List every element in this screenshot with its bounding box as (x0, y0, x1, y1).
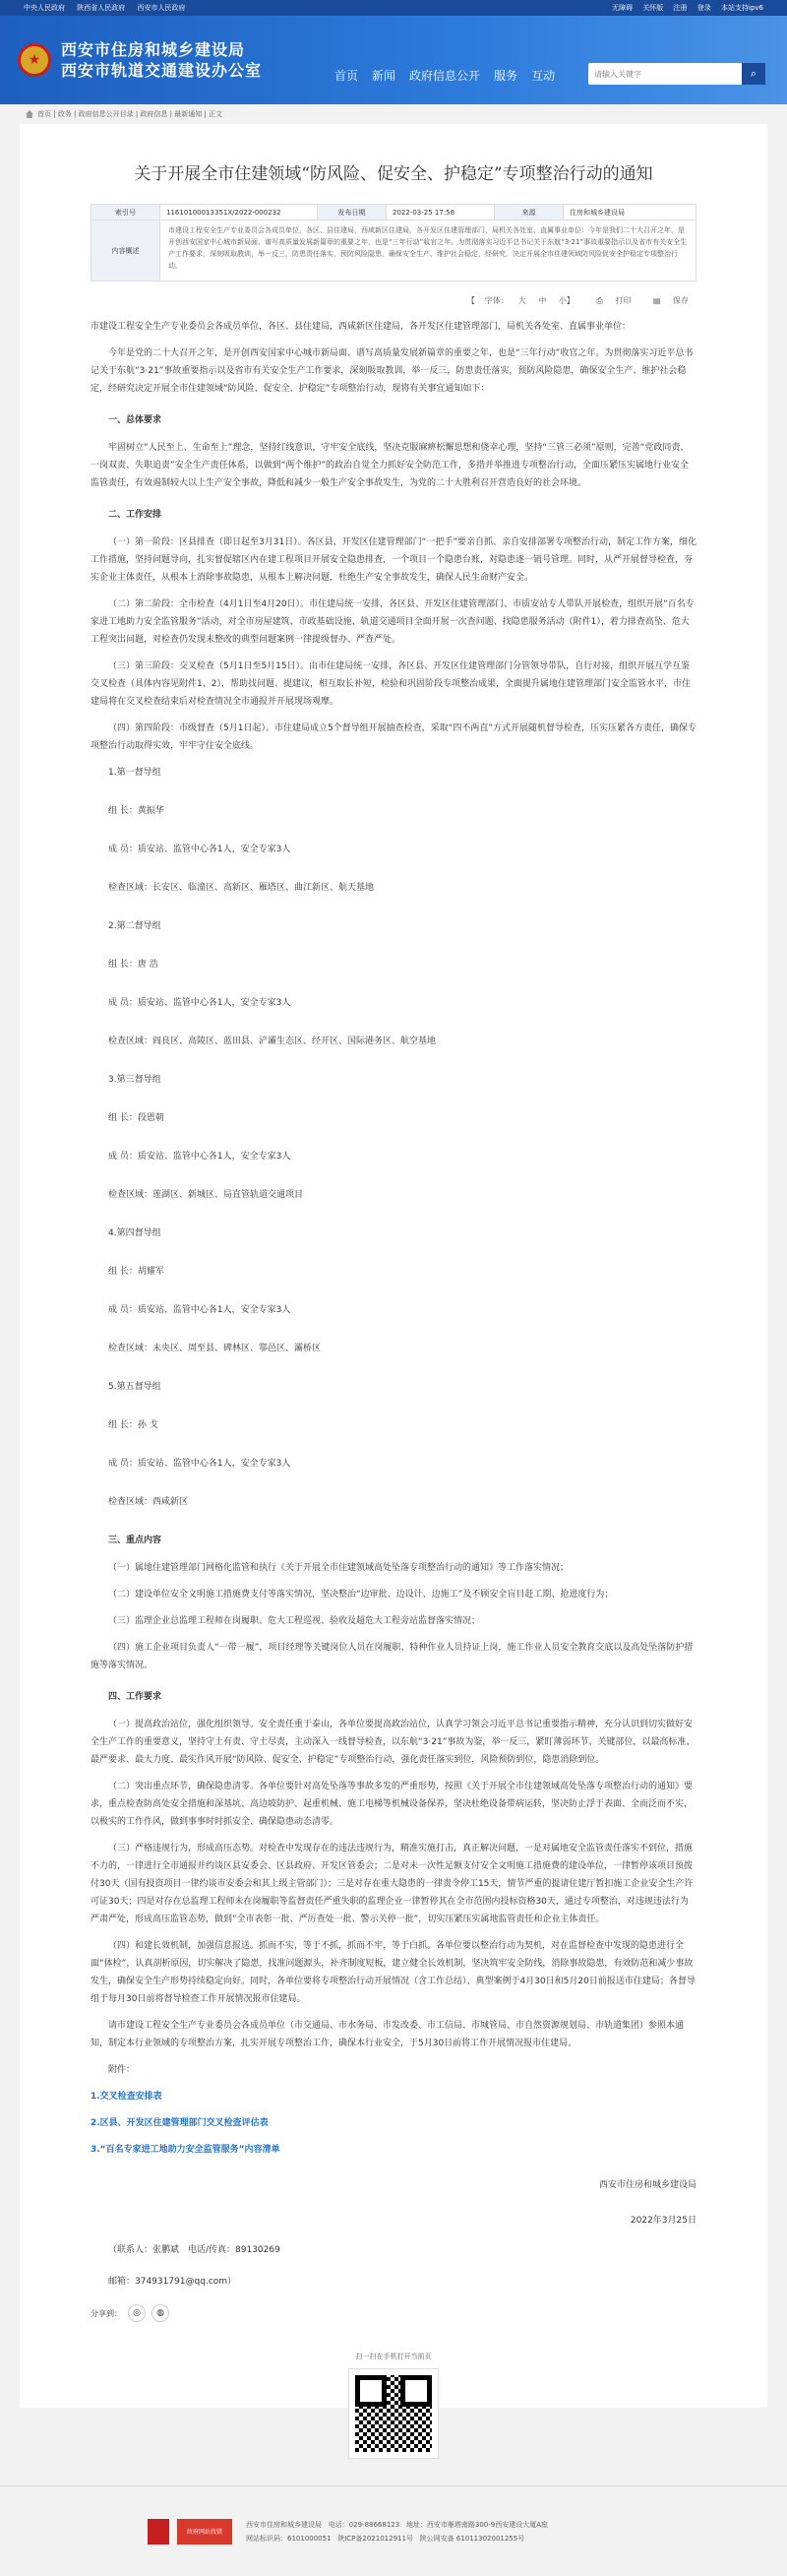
site-header (0, 16, 787, 104)
site-title-line2: 西安市轨道交通建设办公室 (61, 61, 263, 80)
phase-3: （三）第三阶段：交叉检查（5月1日至5月15日）。由市住建局统一安排，各区县、开发区住建管理部门分管领导带队，自行对接，组织开展互学互鉴交叉检查（具体内容见附件1、2），帮助找问题、提建议，相互取长补短，检验和巩固阶段专项整治成果，全面提升属地住建管理部门安全监管水平，市住建局将在交叉检查结束后对检查情况全市通报并开展现场观摩。 (91, 661, 691, 707)
wechat-share-icon[interactable]: ◍ (151, 2304, 169, 2322)
care-mode-link[interactable]: 关怀版 (642, 4, 664, 12)
section-1-text: 牢固树立“人民至上、生命至上”理念，坚持红线意识，守牢安全底线，坚决克服麻痹松懈思想和侥幸心理，坚持“三管三必须”原则，完善“党政同责、一岗双责、失职追责”安全生产责任体系，以做到“两个维护”的政治自觉全力抓好安全防范工作，多措并举推进专项整治行动，全面压紧压实属地行业安全监管责任，有效遏制较大以上生产安全事故，降低和减少一般生产安全事故发生，为党的二十大胜利召开营造良好的社会环境。 (91, 443, 690, 488)
top-bar (0, 0, 787, 16)
site-title[interactable] (61, 39, 262, 81)
contact-email: 邮箱：374931791@qq.com） (108, 2277, 237, 2287)
print-button[interactable]: ⎙ 打印 (596, 296, 632, 305)
share-bar (91, 2304, 696, 2322)
pubdate-value: 2022-03-25 17:58 (387, 205, 495, 220)
nav-interact[interactable]: 互动 (531, 69, 556, 83)
index-label: 索引号 (91, 205, 160, 220)
nav-service[interactable]: 服务 (494, 69, 518, 83)
font-small[interactable]: 小 (558, 296, 567, 305)
nav-news[interactable]: 新闻 (372, 69, 396, 83)
group-3-areas: 检查区域：莲湖区、新城区、局直管轨道交通项目 (108, 1190, 304, 1200)
group-5-leader: 组 长：孙 戈 (108, 1420, 158, 1430)
sign-date: 2022年3月25日 (630, 2216, 696, 2226)
search-box (588, 63, 765, 85)
attachment-link-2[interactable]: 2.区县、开发区住建管理部门交叉检查评估表 (91, 2118, 269, 2128)
footer-phone: 电话：029-88668123 (328, 2520, 400, 2529)
group-5-name: 5.第五督导组 (108, 1382, 161, 1392)
group-2-members: 成 员：质安站、监管中心各1人，安全专家3人 (108, 998, 291, 1008)
signer: 西安市住房和城乡建设局 (598, 2180, 696, 2190)
section-3-title: 三、重点内容 (108, 1536, 162, 1545)
qr-section (20, 2352, 767, 2458)
group-1-areas: 检查区域：长安区、临潼区、高新区、雁塔区、曲江新区、航天基地 (108, 883, 375, 893)
summary-text: 市建设工程安全生产专业委员会各成员单位，各区、县住建局，西咸新区住建局，各开发区住建管理部门，局机关各处室、直属事业单位：今年是我们二十大召开之年，是开创西安国家中心城市新局面、谱写高质量发展新篇章的重要之年，也是“三年行动”收官之年。为贯彻落实习近平总书记关于东航“3·21”事故重要指示以及省市有关安全生产工作要求，深刻吸取教训，举一反三，防患责任落实，预防风险隐患，确保安全生产、维护社会稳定，经研究，决定开展全市住建领域防风险促安全护稳定专项整治行动。 (160, 220, 696, 282)
qr-label: 扫一扫在手机打开当前页 (355, 2353, 432, 2360)
phase-1: （一）第一阶段：区县排查（即日起至3月31日）。各区县、开发区住建管理部门“一把手”要亲自抓、亲自安排部署专项整治行动，制定工作方案，细化工作措施，坚持问题导向，扎实督促辖区内在建工程项目开展安全隐患排查，一个项目一个隐患台账，对隐患逐一销号管理。同时，从严开展督导检查，夯实企业主体责任，从根本上消除事故隐患，从根本上解决问题，杜绝生产安全事故发生，确保人民生命财产安全。 (91, 537, 697, 583)
group-3-members: 成 员：质安站、监管中心各1人，安全专家3人 (108, 1152, 291, 1162)
main-nav (334, 67, 555, 84)
link-shaanxi-gov[interactable]: 陕西省人民政府 (77, 4, 126, 12)
link-xian-gov[interactable]: 西安市人民政府 (137, 4, 186, 12)
crumb-gov[interactable]: 政务 (57, 110, 72, 118)
crumb-home[interactable]: 首页 (37, 110, 51, 118)
crumb-gov-info[interactable]: 政府信息 (140, 110, 168, 118)
contact-person: （联系人：张鹏斌 电话/传真：89130269 (108, 2245, 280, 2255)
print-icon: ⎙ (596, 296, 603, 305)
save-icon: ▤ (652, 296, 661, 305)
national-emblem-icon: ★ (18, 43, 51, 77)
article-tools (20, 295, 689, 306)
group-4-name: 4.第四督导组 (108, 1228, 161, 1238)
nav-gov-info[interactable]: 政府信息公开 (409, 69, 481, 83)
link-central-gov[interactable]: 中央人民政府 (24, 4, 65, 12)
site-title-line1: 西安市住房和城乡建设局 (61, 40, 246, 59)
group-4-areas: 检查区域：未央区、周至县、碑林区、鄠邑区、灞桥区 (108, 1344, 322, 1353)
article-panel (20, 124, 767, 2408)
footer-info (246, 2518, 548, 2545)
phase-2: （二）第二阶段：全市检查（4月1日至4月20日）。市住建局统一安排，各区县、开发区住建管理部门、市质安站专人带队开展检查，组织开展“百名专家进工地助力安全监管服务”活动，对全市房屋建筑、市政基础设施、轨道交通项目全面开展一次查问题、找隐患服务活动（附件1），着力排查高坠、危大工程突出问题，对检查仍发现未整改的典型问题案例一律提级督办、严查严处。 (91, 599, 695, 645)
nav-home[interactable]: 首页 (334, 69, 359, 83)
login-link[interactable]: 登录 (696, 4, 711, 12)
accessibility-link[interactable]: 无障碍 (612, 4, 634, 12)
footer-org: 西安市住房和城乡建设局 (246, 2520, 322, 2529)
font-mid[interactable]: 中 (538, 296, 547, 305)
group-3-leader: 组 长：段恩朝 (108, 1113, 164, 1123)
group-2-leader: 组 长：唐 浩 (108, 960, 158, 970)
page-title: 关于开展全市住建领域“防风险、促安全、护稳定”专项整治行动的通知 (134, 164, 653, 184)
crumb-current: 正文 (209, 110, 223, 118)
summary-label: 内容概述 (91, 220, 160, 282)
crumb-latest[interactable]: 最新通知 (174, 110, 203, 118)
register-link[interactable]: 注册 (673, 4, 688, 12)
attachments-label: 附件： (108, 2065, 136, 2075)
ipv6-label: 本站支持ipv6 (721, 4, 763, 12)
group-1-leader: 组 长：黄振华 (108, 806, 164, 816)
focus-item: （二）建设单位安全文明施工措施费支付等落实情况，坚决整治“边审批、边设计、边施工”及不顾安全盲目赶工期、抢进度行为； (108, 1590, 614, 1600)
search-input[interactable] (588, 64, 742, 84)
attachment-link-3[interactable]: 3.“百名专家进工地助力安全监管服务”内容清单 (91, 2145, 280, 2155)
qr-code-icon (349, 2369, 438, 2458)
footer-police[interactable]: 陕公网安备 61011302001255号 (419, 2534, 525, 2543)
pubdate-label: 发布日期 (318, 205, 387, 220)
index-value: 11610100013351X/2022-000232 (160, 205, 318, 220)
save-button[interactable]: ▤ 保存 (652, 296, 689, 305)
group-2-name: 2.第二督导组 (108, 921, 161, 931)
party-gov-badge-icon[interactable] (148, 2519, 169, 2545)
home-icon (26, 110, 33, 118)
weibo-share-icon[interactable]: ◎ (128, 2304, 146, 2322)
attachment-link-1[interactable]: 1.交叉检查安排表 (91, 2092, 162, 2102)
contact-info (91, 2241, 696, 2291)
group-4-leader: 组 长：胡耀军 (108, 1267, 164, 1277)
focus-item: （三）监理企业总监理工程师在岗履职、危大工程巡视、验收及超危大工程旁站监督落实情况； (108, 1616, 481, 1626)
group-2-areas: 检查区域：阎良区、高陵区、蓝田县、浐灞生态区、经开区、国际港务区、航空基地 (108, 1037, 437, 1046)
requirement-item: （四）和建长效机制，加强信息报送。抓而不实，等于不抓，抓而不牢，等于白抓。各单位要以整治行动为契机，对在监督检查中发现的隐患进行全面“体检”，认真剖析原因，切实解决了隐患，找准问题源头，补齐制度短板，建立健全长效机制，坚决筑牢安全防线，消除事故隐患，有效防范和减少事故发生，确保安全生产形势持续稳定向好。同时，各单位要将专项整治行动开展情况（含工作总结）、典型案例于4月30日和5月20日前报送市住建局；各督导组于每月30日前将督导检查工作开展情况报市住建局。 (91, 1941, 696, 2004)
section-4-title: 四、工作要求 (108, 1692, 162, 1702)
meta-table (91, 204, 696, 282)
requirement-item: （二）突出重点环节，确保隐患清零。各单位要针对高处坠落等事故多发的严重形势，按照《关于开展全市住建领域高处坠落专项整治行动的通知》要求，重点检查防高处安全措施和深基坑、高边坡防护、起重机械、施工电梯等机械设备保养，坚决杜绝设备带病运转，坚决防止浮于表面、全而泛而不实，以极实的工作作风，做到事事时时抓安全、确保隐患动态清零。 (91, 1782, 694, 1827)
search-icon[interactable]: ⌕ (742, 63, 765, 85)
group-3-name: 3.第三督导组 (108, 1075, 161, 1085)
source-value: 住房和城乡建设局 (564, 205, 696, 220)
share-label: 分享到： (91, 2308, 122, 2318)
group-list (91, 764, 696, 1511)
source-label: 来源 (495, 205, 564, 220)
section-2-title: 二、工作安排 (108, 510, 162, 520)
intro-paragraph: 今年是党的二十大召开之年，是开创西安国家中心城市新局面、谱写高质量发展新篇章的重要之年，也是“三年行动”收官之年。为贯彻落实习近平总书记关于东航“3·21”事故重要指示以及省市有关安全生产工作要求，深刻吸取教训，举一反三，防患责任落实，预防风险隐患，确保安全生产、维护社会稳定，经研究决定开展全市住建领域“防风险、促安全、护稳定”专项整治行动，现将有关事宜通知如下： (91, 348, 694, 394)
group-1-members: 成 员：质安站、监管中心各1人，安全专家3人 (108, 845, 291, 854)
site-footer (0, 2485, 787, 2576)
article-body (91, 318, 696, 2291)
focus-item: （四）施工企业项目负责人“一带一履”，项目经理等关键岗位人员在岗履职、特种作业人员持证上岗，施工作业人员安全教育交底以及高处坠落防护措施等落实情况。 (91, 1643, 694, 1670)
group-1-name: 1.第一督导组 (108, 768, 161, 778)
crumb-catalog[interactable]: 政府信息公开目录 (78, 110, 134, 118)
font-big[interactable]: 大 (517, 296, 526, 305)
group-5-areas: 检查区域：西咸新区 (108, 1497, 189, 1507)
group-4-members: 成 员：质安站、监管中心各1人，安全专家3人 (108, 1305, 291, 1315)
greeting: 市建设工程安全生产专业委员会各成员单位，各区、县住建局，西咸新区住建局，各开发区住建管理部门，局机关各处室、直属事业单位： (91, 322, 632, 332)
closing-paragraph: 请市建设工程安全生产专业委员会各成员单位（市交通局、市水务局、市发改委、市工信局、市城管局、市自然资源规划局、市轨道集团）参照本通知，制定本行业领域的专项整治方案，扎实开展专项整治工作，确保本行业安全，于5月30日前将工作开展情况报市住建局。 (91, 2021, 685, 2048)
phase-4: （四）第四阶段：市级督查（5月1日起）。市住建局成立5个督导组开展抽查检查，采取“四不两直”方式开展随机督导检查，压实压紧各方责任，确保专项整治行动取得实效，牢牢守住安全底线。 (91, 723, 697, 751)
requirement-item: （一）提高政治站位，强化组织领导。安全责任重于泰山，各单位要提高政治站位，认真学习领会习近平总书记重要指示精神，充分认识到切实做好安全生产工作的重要意义，坚持守土有责、守土尽责，主动深入一线督导检查，以东航“3·21”事故为鉴，举一反三，紧盯薄弱环节、关键部位，以最高标准、最严要求、最大力度、最实作风开展“防风险、促安全、护稳定”专项整治行动，强化责任落实到位，风险预防到位，隐患消除到位。 (91, 1720, 696, 1765)
requirement-item: （三）严格违规行为，形成高压态势。对检查中发现存在的违法违规行为，精准实施打击，真正解决问题，一是对属地安全监管责任落实不到位，措施不力的，一律进行全市通报并约谈区县安委会、区县政府、开发区管委会；二是对未一次性足额支付安全文明施工措施费的建设单位，一律暂停该项目预拨付30天（国有投资项目一律约谈市安委会和其上级主管部门）；三是对存在重大隐患的一律责令停工15天，情节严重的提请住建厅暂扣施工企业安全生产许可证30天；四是对存在总监理工程师未在岗履职等监督责任严重失职的监理企业一律暂停其在全市范围内投标资格30天，通过专项整治，对违规违法行为严肃严处，形成高压监管态势，做到“全市表彰一批、严厉查处一批、警示关停一批”，切实压紧压实属地监管责任和企业主体责任。 (91, 1844, 694, 1924)
footer-address: 地址：西安市雁塔南路300-9西安建设大厦A座 (405, 2520, 549, 2529)
breadcrumb: 首页 | 政务 | 政府信息公开目录 | 政府信息 | 最新通知 | 正文 (0, 104, 787, 124)
font-size-label: 【 字体： 大 中 小】 (466, 296, 575, 305)
footer-site-id: 网站标识码：6101000051 (246, 2534, 332, 2543)
group-5-members: 成 员：质安站、监管中心各1人，安全专家3人 (108, 1459, 291, 1469)
footer-icp[interactable]: 陕ICP备2021012911号 (337, 2534, 413, 2543)
report-error-badge[interactable]: 政府网站找错 (177, 2519, 232, 2545)
section-1-title: 一、总体要求 (108, 415, 162, 425)
focus-item: （一）属地住建管理部门网格化监管和执行《关于开展全市住建领域高处坠落专项整治行动的通知》等工作落实情况； (108, 1563, 570, 1573)
